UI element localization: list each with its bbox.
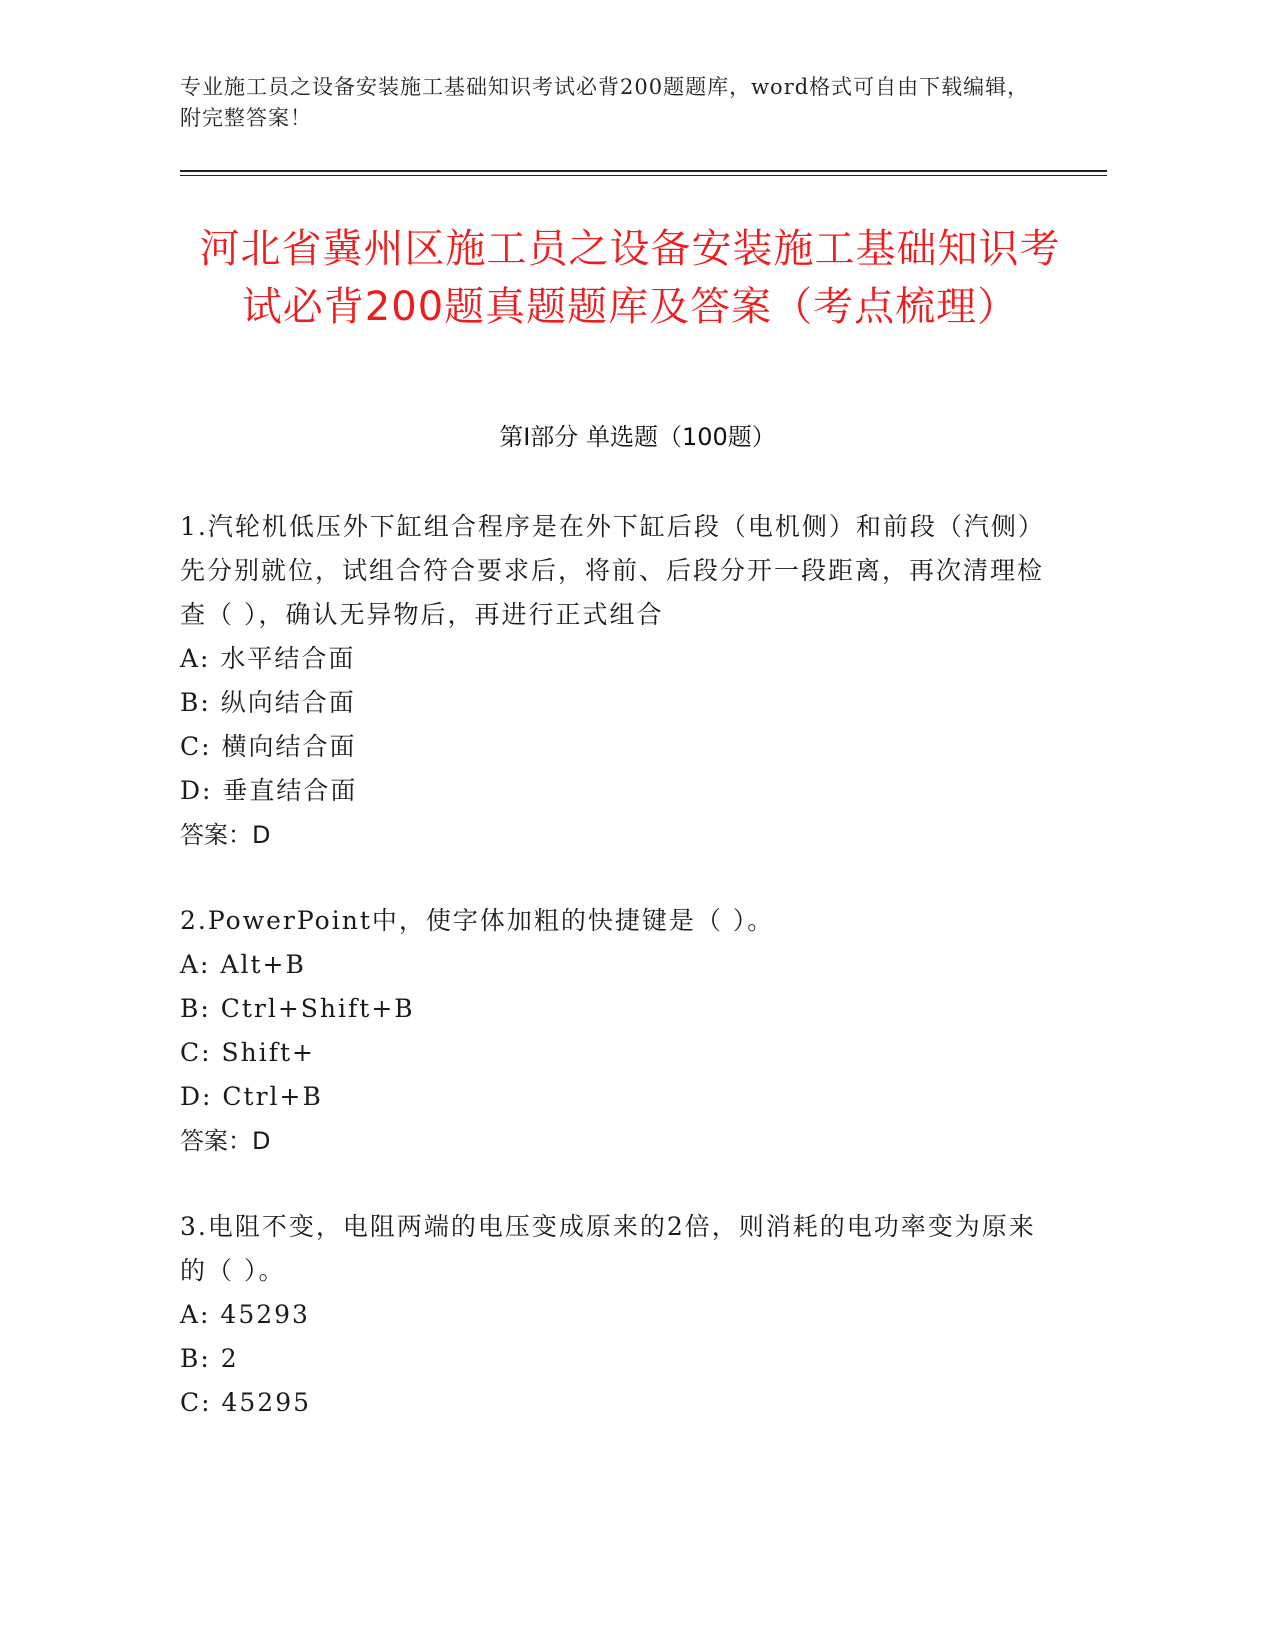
header-note: 专业施工员之设备安装施工基础知识考试必背200题题库，word格式可自由下载编辑，附完整答案！ — [180, 75, 1030, 130]
question-2 — [180, 899, 1060, 1163]
option-a: A: 45293 — [180, 1300, 310, 1329]
question-list — [180, 505, 1060, 1467]
option-b: B: Ctrl+Shift+B — [180, 994, 415, 1023]
option-a: A: Alt+B — [180, 950, 306, 979]
section-title: 第I部分 单选题（100题） — [499, 423, 776, 451]
option-b: B: 2 — [180, 1344, 239, 1373]
header-rule-thin — [180, 175, 1107, 176]
option-c: C: 横向结合面 — [180, 732, 357, 761]
question-stem: 3.电阻不变，电阻两端的电压变成原来的2倍，则消耗的电功率变为原来的（ ）。 — [180, 1212, 1036, 1285]
document-title: 河北省冀州区施工员之设备安装施工基础知识考试必背200题真题题库及答案（考点梳理） — [199, 226, 1061, 330]
question-3 — [180, 1205, 1060, 1425]
option-d: D: 垂直结合面 — [180, 776, 358, 805]
option-c: C: 45295 — [180, 1388, 312, 1417]
answer: 答案：D — [180, 821, 271, 849]
question-stem: 1.汽轮机低压外下缸组合程序是在外下缸后段（电机侧）和前段（汽侧）先分别就位，试组合符合要求后，将前、后段分开一段距离，再次清理检查（ ），确认无异物后，再进行正式组合 — [180, 512, 1045, 629]
question-stem: 2.PowerPoint中，使字体加粗的快捷键是（ ）。 — [180, 906, 775, 935]
question-1 — [180, 505, 1060, 857]
option-a: A: 水平结合面 — [180, 644, 356, 673]
option-d: D: Ctrl+B — [180, 1082, 323, 1111]
option-b: B: 纵向结合面 — [180, 688, 356, 717]
header-rule-thick — [180, 170, 1107, 172]
answer: 答案：D — [180, 1127, 271, 1155]
option-c: C: Shift+ — [180, 1038, 315, 1067]
